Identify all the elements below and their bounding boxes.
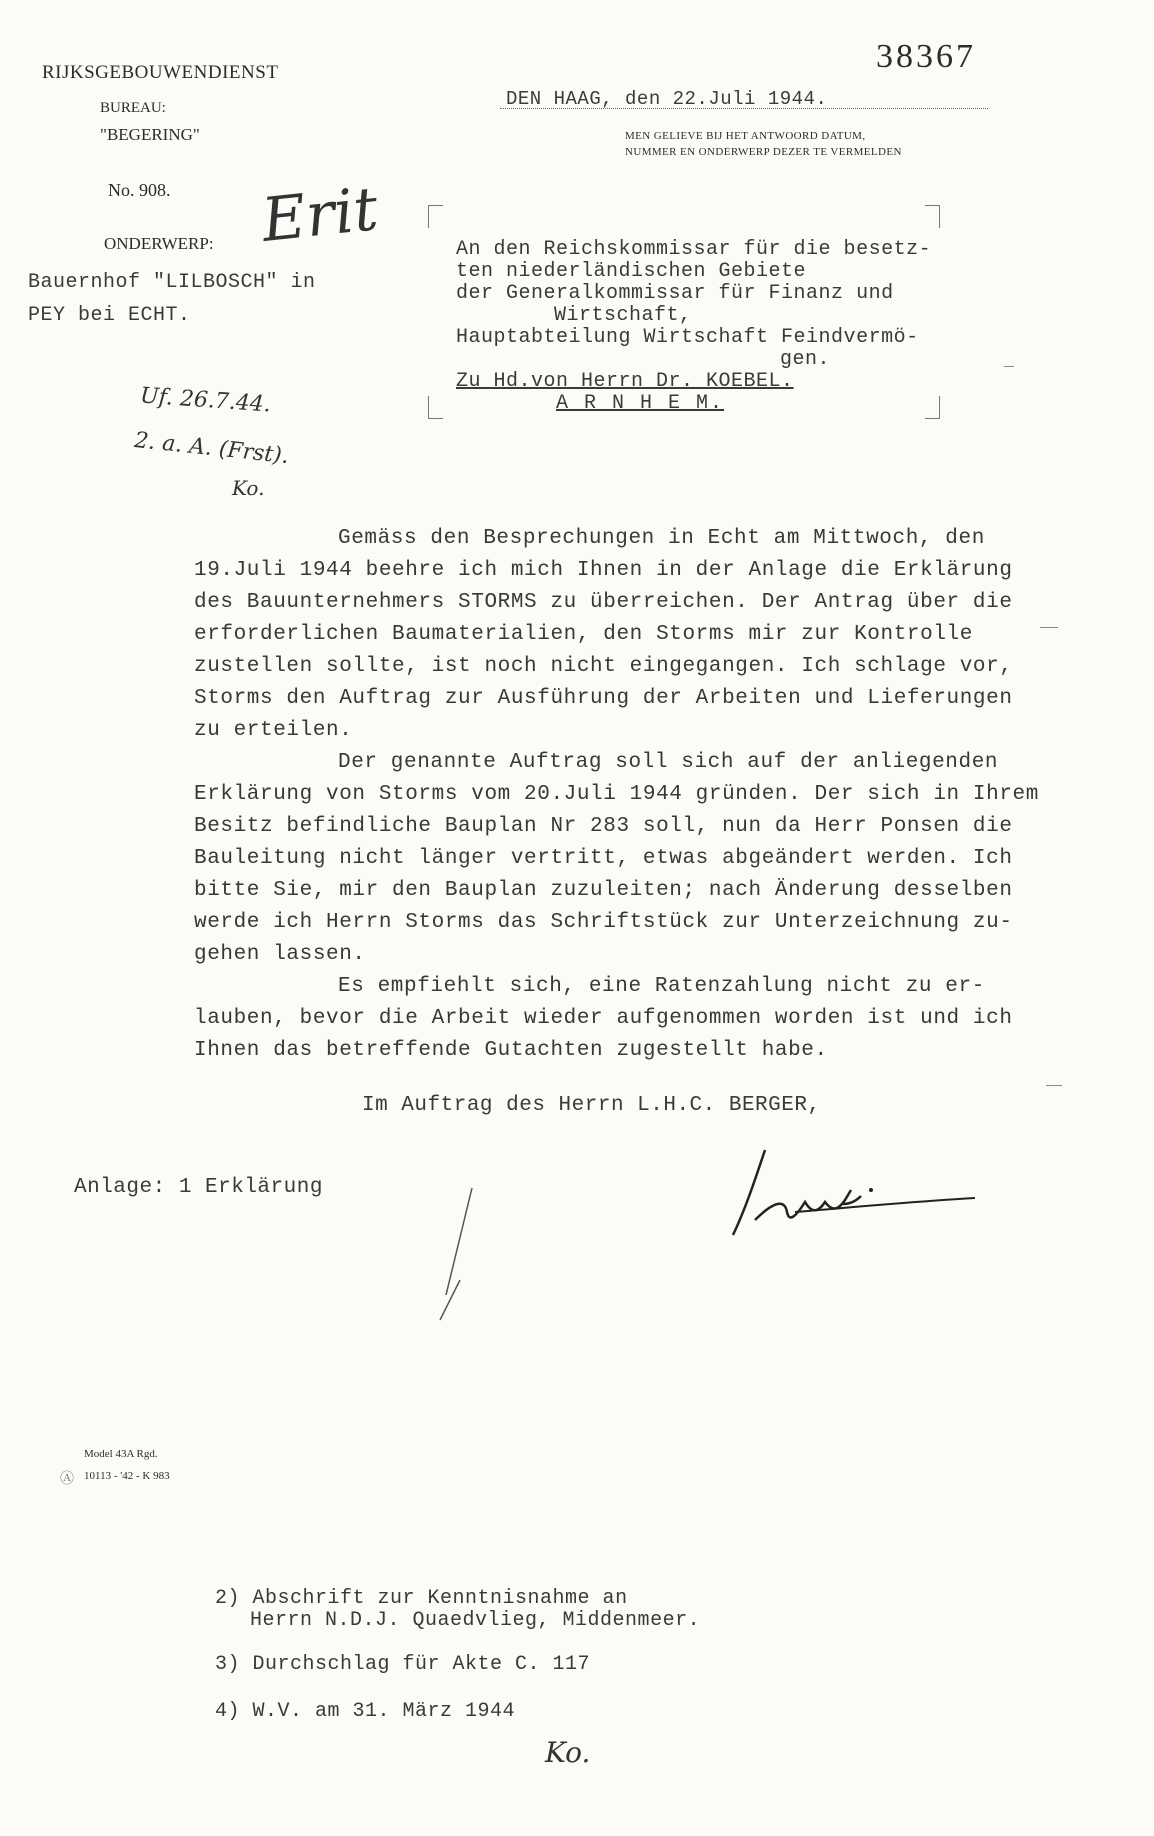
body-line: 19.Juli 1944 beehre ich mich Ihnen in der Anlage die Erklärung [194,559,1013,582]
signature-graphic [725,1140,985,1250]
address-corner-bl [428,396,443,419]
handwritten-initials: Ko. [232,476,265,500]
check-marks [410,1180,490,1330]
reply-notice-line: NUMMER EN ONDERWERP DEZER TE VERMELDEN [625,146,902,158]
form-code: 10113 - '42 - K 983 [84,1470,170,1482]
addressee-line: gen. [780,348,831,371]
bureau-name: "BEGERING" [100,125,200,144]
body-line: Gemäss den Besprechungen in Echt am Mittwoch, den [338,527,985,550]
addressee-line: ten niederländischen Gebiete [456,260,807,283]
body-line: Besitz befindliche Bauplan Nr 283 soll, nun da Herr Ponsen die [194,815,1013,838]
addressee-city: A R N H E M. [556,392,725,415]
place-date: DEN HAAG, den 22.Juli 1944. [506,88,828,110]
body-line: Storms den Auftrag zur Ausführung der Arbeiten und Lieferungen [194,687,1013,710]
date-line [500,108,988,109]
margin-mark [1040,627,1058,628]
body-line: Es empfiehlt sich, eine Ratenzahlung nicht zu er- [338,975,985,998]
handwritten-mark: Erit [258,174,382,256]
copy-line: 3) Durchschlag für Akte C. 117 [215,1653,591,1676]
signature [725,1140,985,1255]
address-corner-tr [925,205,940,228]
body-line: Erklärung von Storms vom 20.Juli 1944 gründen. Der sich in Ihrem [194,783,1039,806]
copy-line: 4) W.V. am 31. März 1944 [215,1700,516,1723]
form-print-icon: Ⓐ [60,1472,74,1487]
subject-line: Bauernhof "LILBOSCH" in [28,271,316,294]
body-line: gehen lassen. [194,943,366,966]
enclosure-note: Anlage: 1 Erklärung [74,1176,323,1199]
reply-notice-line: MEN GELIEVE BIJ HET ANTWOORD DATUM, [625,130,866,142]
body-line: zustellen sollte, ist noch nicht eingegangen. Ich schlage vor, [194,655,1013,678]
copy-line: Herrn N.D.J. Quaedvlieg, Middenmeer. [250,1609,701,1632]
body-line: Bauleitung nicht länger vertritt, etwas abgeändert werden. Ich [194,847,1013,870]
document-number: No. 908. [108,180,171,200]
body-line: erforderlichen Baumaterialien, den Storms mir zur Kontrolle [194,623,973,646]
body-line: des Bauunternehmers STORMS zu überreichen. Der Antrag über die [194,591,1013,614]
form-model: Model 43A Rgd. [84,1448,158,1460]
body-line: lauben, bevor die Arbeit wieder aufgenommen worden ist und ich [194,1007,1013,1030]
subject-label: ONDERWERP: [104,234,214,253]
margin-mark [1046,1085,1062,1086]
bureau-label: BUREAU: [100,100,166,116]
body-line: werde ich Herrn Storms das Schriftstück zur Unterzeichnung zu- [194,911,1013,934]
addressee-line: Wirtschaft, [554,304,692,327]
handwritten-note: 2. a. A. (Frst). [133,427,290,470]
body-line: Der genannte Auftrag soll sich auf der anliegenden [338,751,999,774]
addressee-line: der Generalkommissar für Finanz und [456,282,894,305]
subject-line: PEY bei ECHT. [28,304,191,327]
address-corner-tl [428,205,443,228]
body-line: zu erteilen. [194,719,353,742]
addressee-attention: Zu Hd.von Herrn Dr. KOEBEL. [456,370,794,393]
handwritten-note: Uf. 26.7.44. [139,383,272,418]
closing-line: Im Auftrag des Herrn L.H.C. BERGER, [362,1094,821,1117]
margin-mark [1004,366,1014,367]
agency-name: RIJKSGEBOUWENDIENST [42,62,279,83]
addressee-line: Hauptabteilung Wirtschaft Feindvermö- [456,326,919,349]
body-line: bitte Sie, mir den Bauplan zuzuleiten; nach Änderung desselben [194,879,1013,902]
body-line: Ihnen das betreffende Gutachten zugestellt habe. [194,1039,828,1062]
file-number: 38367 [876,38,976,75]
address-corner-br [925,396,940,419]
handwritten-initials-bottom: Ko. [545,1736,591,1769]
copy-line: 2) Abschrift zur Kenntnisnahme an [215,1587,628,1610]
addressee-line: An den Reichskommissar für die besetz- [456,238,932,261]
